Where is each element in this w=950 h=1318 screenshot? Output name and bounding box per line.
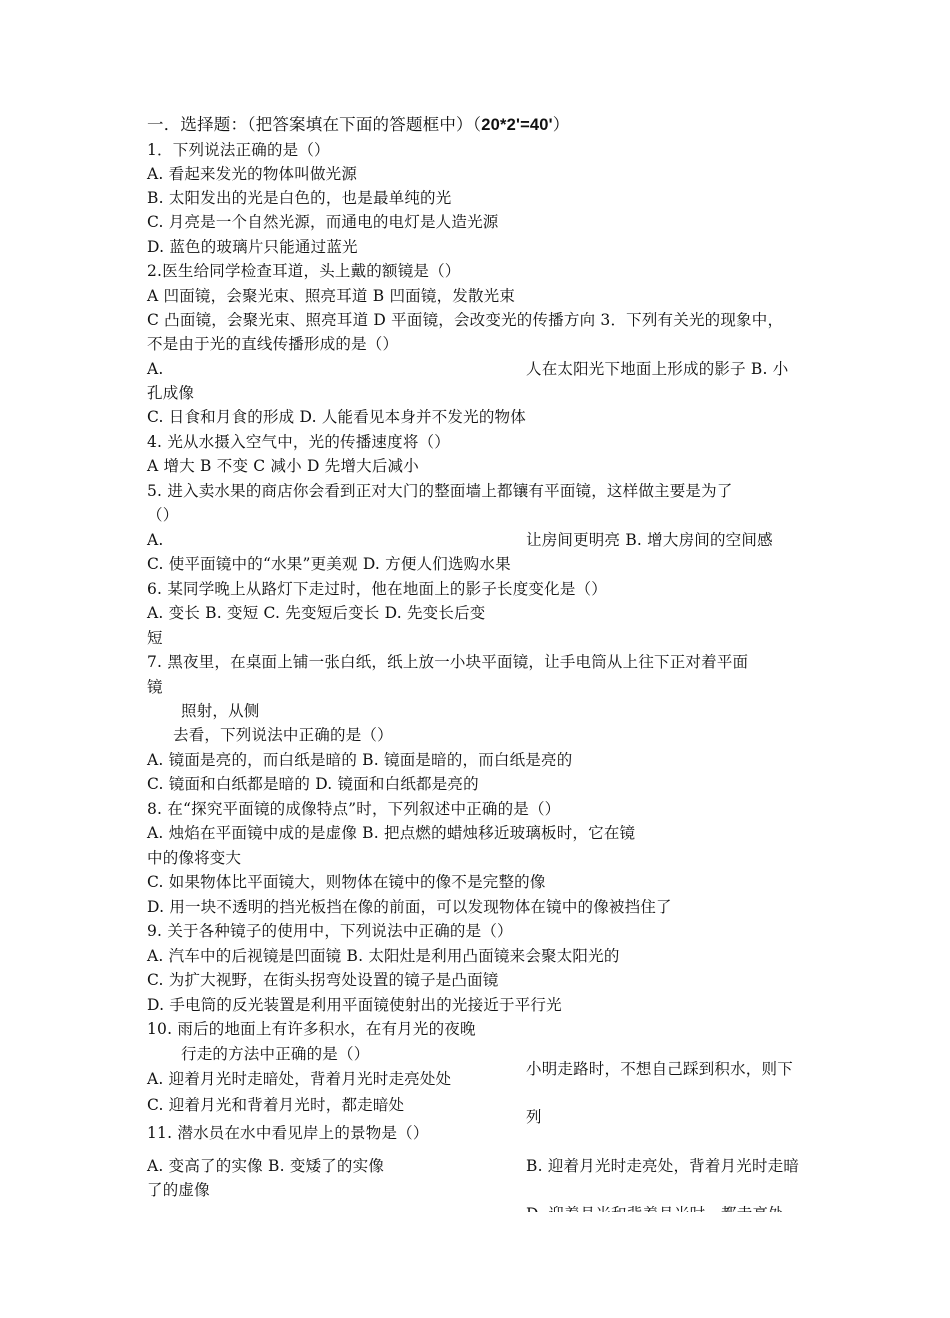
question-11: 11. 潜水员在水中看见岸上的景物是（） — [147, 1124, 429, 1142]
question-10-cont: 行走的方法中正确的是（） — [181, 1045, 370, 1063]
q5-option-a-label: A. — [147, 531, 164, 549]
q10-option-b: B. 迎着月光时走亮处，背着月光时走暗 — [526, 1157, 800, 1175]
q3-option-a-label: A. — [147, 360, 164, 378]
question-2: 2.医生给同学检查耳道，头上戴的额镜是（） — [147, 262, 461, 280]
q8-option-b-cont: 中的像将变大 — [147, 849, 242, 867]
q5-paren: （） — [147, 506, 179, 524]
q1-option-b: B. 太阳发出的光是白色的，也是最单纯的光 — [147, 189, 452, 207]
question-1: 1．下列说法正确的是（） — [147, 141, 330, 159]
question-10-right: 小明走路时，不想自己踩到积水，则下 — [526, 1060, 793, 1078]
question-10: 10. 雨后的地面上有许多积水，在有月光的夜晚 — [147, 1020, 476, 1038]
q6-options-cont: 短 — [147, 629, 163, 647]
q5-options-cd: C. 使平面镜中的“水果”更美观 D. 方便人们选购水果 — [147, 555, 511, 573]
question-8: 8. 在“探究平面镜的成像特点”时，下列叙述中正确的是（） — [147, 800, 561, 818]
question-6: 6. 某同学晚上从路灯下走过时，他在地面上的影子长度变化是（） — [147, 580, 607, 598]
question-7-cont3: 去看，下列说法中正确的是（） — [173, 726, 393, 744]
q5-options-ab-text: 让房间更明亮 B. 增大房间的空间感 — [526, 531, 773, 549]
question-7-cont: 镜 — [147, 678, 163, 696]
question-7: 7. 黑夜里，在桌面上铺一张白纸，纸上放一小块平面镜，让手电筒从上往下正对着平面 — [147, 653, 749, 671]
q10-option-a: A. 迎着月光时走暗处，背着月光时走亮处处 — [147, 1070, 452, 1088]
question-4: 4. 光从水摄入空气中，光的传播速度将（） — [147, 433, 450, 451]
q8-option-d: D. 用一块不透明的挡光板挡在像的前面，可以发现物体在镜中的像被挡住了 — [147, 898, 672, 916]
page-bottom-margin — [0, 1212, 950, 1318]
q4-options: A 增大 B 不变 C 减小 D 先增大后减小 — [147, 457, 419, 475]
q8-options-ab: A. 烛焰在平面镜中成的是虚像 B. 把点燃的蜡烛移近玻璃板时，它在镜 — [147, 824, 636, 842]
section-heading-close: ） — [552, 115, 570, 134]
q3-option-b-cont: 孔成像 — [147, 384, 195, 402]
q2-options-cd-question-3: C 凸面镜，会聚光束、照亮耳道 D 平面镜，会改变光的传播方向 3．下列有关光的现象中， — [147, 311, 784, 329]
q8-option-c: C. 如果物体比平面镜大，则物体在镜中的像不是完整的像 — [147, 873, 546, 891]
question-3-cont: 不是由于光的直线传播形成的是（） — [147, 335, 399, 353]
section-score: 20*2'=40' — [481, 116, 553, 134]
question-7-cont2: 照射，从侧 — [181, 702, 260, 720]
q11-options-ab: A. 变高了的实像 B. 变矮了的实像 — [147, 1157, 385, 1175]
q11-option-b-cont: 了的虚像 — [147, 1181, 210, 1199]
q1-option-a: A. 看起来发光的物体叫做光源 — [147, 165, 358, 183]
question-9: 9. 关于各种镜子的使用中，下列说法中正确的是（） — [147, 922, 513, 940]
q9-options-ab: A. 汽车中的后视镜是凹面镜 B. 太阳灶是利用凸面镜来会聚太阳光的 — [147, 947, 620, 965]
q10-option-c: C. 迎着月光和背着月光时，都走暗处 — [147, 1096, 405, 1114]
q6-options: A. 变长 B. 变短 C. 先变短后变长 D. 先变长后变 — [147, 604, 486, 622]
q3-option-a-text: 人在太阳光下地面上形成的影子 B. 小 — [526, 360, 789, 378]
q7-options-ab: A. 镜面是亮的，而白纸是暗的 B. 镜面是暗的，而白纸是亮的 — [147, 751, 573, 769]
q9-option-d: D. 手电筒的反光装置是利用平面镜使射出的光接近于平行光 — [147, 996, 562, 1014]
section-heading-text: 一．选择题：（把答案填在下面的答题框中）（ — [147, 115, 482, 134]
q1-option-c: C. 月亮是一个自然光源，而通电的电灯是人造光源 — [147, 213, 499, 231]
q3-options-cd: C. 日食和月食的形成 D. 人能看见本身并不发光的物体 — [147, 408, 526, 426]
q9-option-c: C. 为扩大视野，在街头拐弯处设置的镜子是凸面镜 — [147, 971, 499, 989]
question-5: 5. 进入卖水果的商店你会看到正对大门的整面墙上都镶有平面镜，这样做主要是为了 — [147, 482, 733, 500]
question-10-right-cont: 列 — [526, 1108, 542, 1126]
q7-options-cd: C. 镜面和白纸都是暗的 D. 镜面和白纸都是亮的 — [147, 775, 479, 793]
section-heading — [147, 115, 570, 135]
q1-option-d: D. 蓝色的玻璃片只能通过蓝光 — [147, 238, 358, 256]
q2-options-ab: A 凹面镜，会聚光束、照亮耳道 B 凹面镜，发散光束 — [147, 287, 516, 305]
